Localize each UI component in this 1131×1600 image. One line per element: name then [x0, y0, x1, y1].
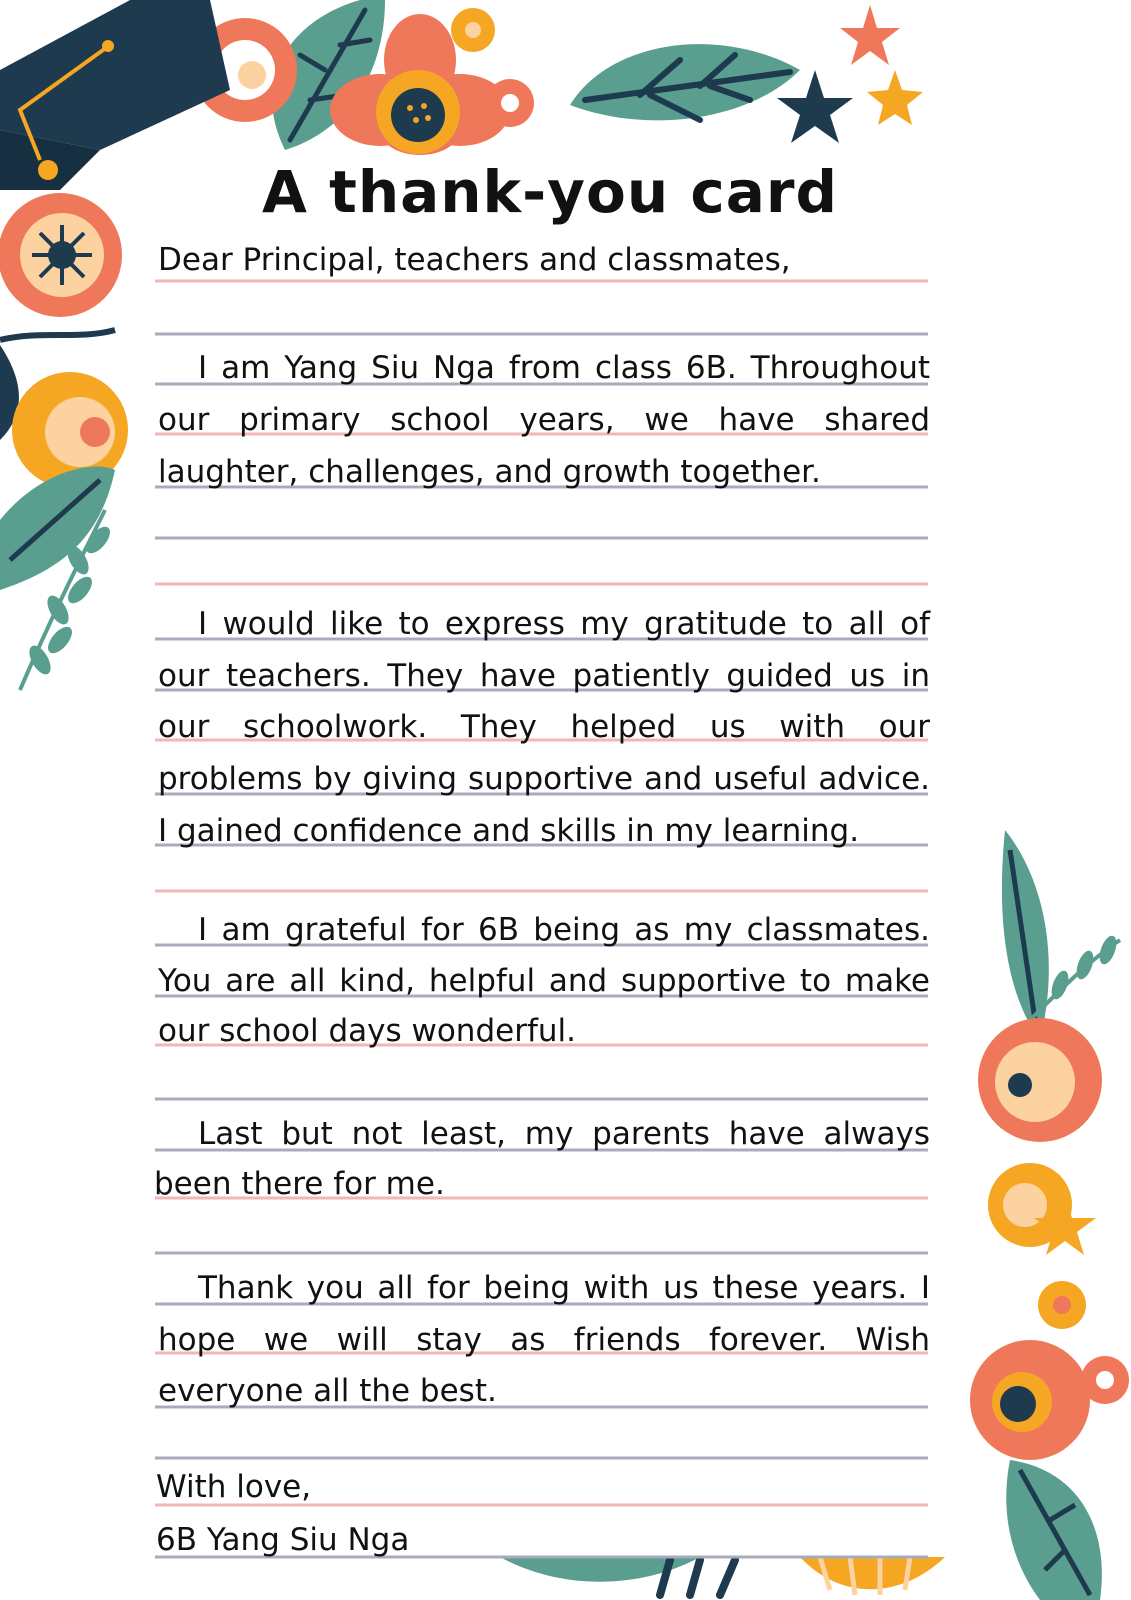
paragraph-2-line-4: problems by giving supportive and useful advice.: [158, 761, 930, 797]
paragraph-1-line-1: I am Yang Siu Nga from class 6B. Throughout: [198, 350, 930, 386]
paragraph-2-line-2: our teachers. They have patiently guided us in: [158, 658, 930, 694]
card-title: A thank-you card: [262, 158, 838, 226]
paragraph-3-line-2: You are all kind, helpful and supportive to make: [158, 963, 930, 999]
paragraph-4-line-2: been there for me.: [154, 1166, 445, 1202]
paragraph-3-line-1: I am grateful for 6B being as my classmates.: [198, 912, 930, 948]
closing: With love,: [156, 1469, 312, 1505]
paragraph-5-line-2: hope we will stay as friends forever. Wish: [158, 1322, 930, 1358]
paragraph-1-line-3: laughter, challenges, and growth together.: [158, 454, 821, 490]
paragraph-2-line-3: our schoolwork. They helped us with our: [158, 709, 930, 745]
paragraph-2-line-5: I gained confidence and skills in my learning.: [158, 813, 860, 849]
paragraph-3-line-3: our school days wonderful.: [158, 1013, 576, 1049]
paragraph-2-line-1: I would like to express my gratitude to all of: [198, 606, 930, 642]
signature: 6B Yang Siu Nga: [156, 1522, 410, 1558]
paragraph-5-line-1: Thank you all for being with us these years. I: [198, 1270, 930, 1306]
paragraph-5-line-3: everyone all the best.: [158, 1373, 497, 1409]
greeting: Dear Principal, teachers and classmates,: [158, 242, 791, 278]
paragraph-4-line-1: Last but not least, my parents have always: [198, 1116, 930, 1152]
paragraph-1-line-2: our primary school years, we have shared: [158, 402, 930, 438]
